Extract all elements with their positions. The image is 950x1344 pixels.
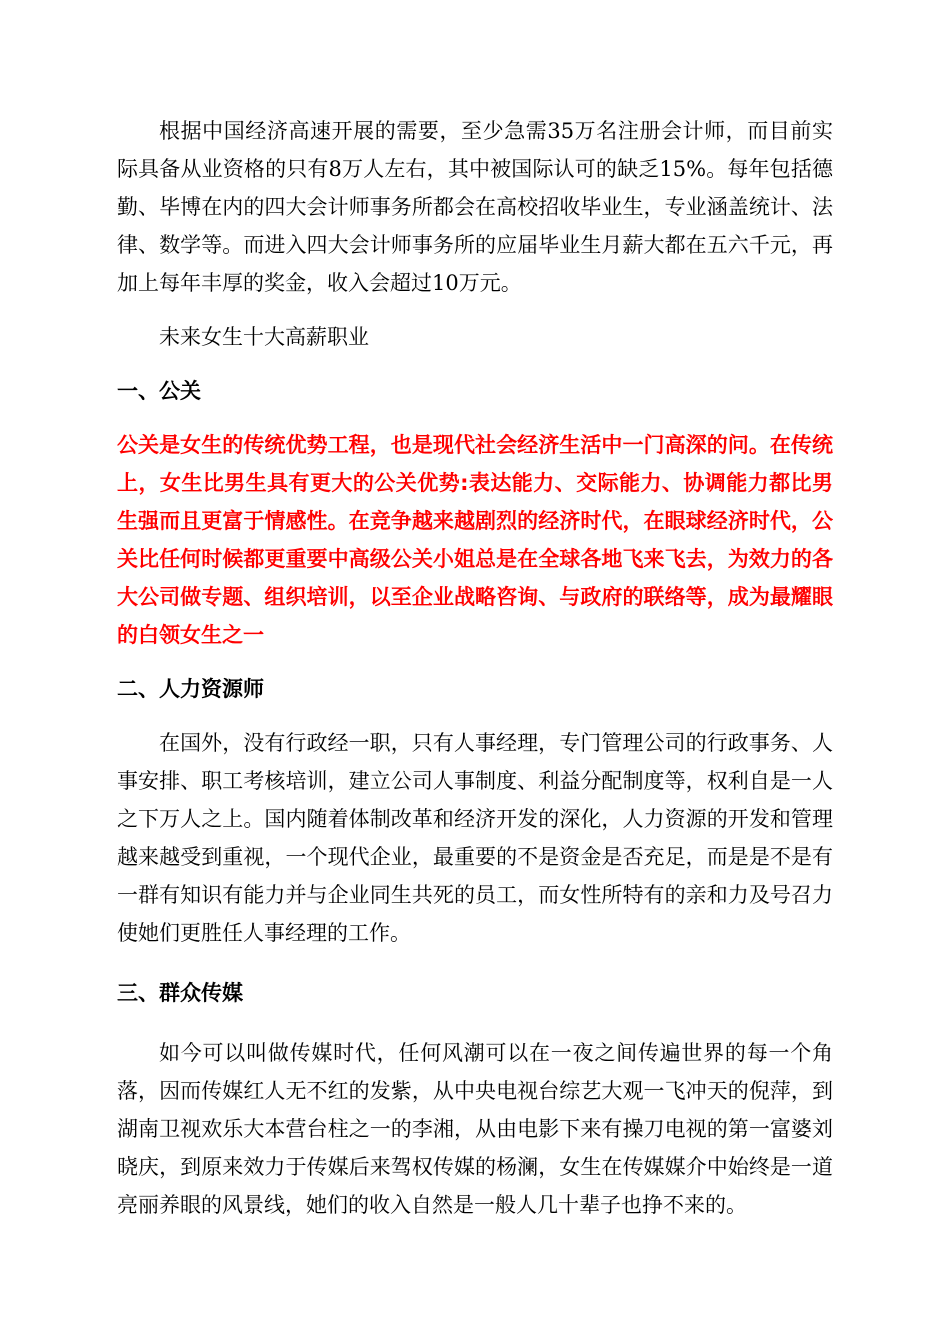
document-subtitle: 未来女生十大高薪职业	[159, 325, 369, 349]
document-body	[117, 112, 833, 1224]
section-heading-media: 三、群众传媒	[117, 981, 243, 1005]
intro-paragraph: 根据中国经济高速开展的需要，至少急需35万名注册会计师，而目前实际具备从业资格的只有8万人左右，其中被国际认可的缺乏15%。每年包括德勤、毕博在内的四大会计师事务所都会在高校招收毕业生，专业涵盖统计、法律、数学等。而进入四大会计师事务所的应届毕业生月薪大都在五六千元，再加上每年丰厚的奖金，收入会超过10万元。	[117, 119, 833, 295]
section-heading-hr: 二、人力资源师	[117, 677, 264, 701]
section-heading-pr: 一、公关	[117, 379, 201, 403]
section-body-pr: 公关是女生的传统优势工程，也是现代社会经济生活中一门高深的问。在传统上，女生比男生具有更大的公关优势:表达能力、交际能力、协调能力都比男生强而且更富于情感性。在竞争越来越剧烈的经济时代，在眼球经济时代，公关比任何时候都更重要中高级公关小姐总是在全球各地飞来飞去，为效力的各大公司做专题、组织培训，以至企业战略咨询、与政府的联络等，成为最耀眼的白领女生之一	[117, 433, 833, 647]
section-body-media: 如今可以叫做传媒时代，任何风潮可以在一夜之间传遍世界的每一个角落，因而传媒红人无不红的发紫，从中央电视台综艺大观一飞冲天的倪萍，到湖南卫视欢乐大本营台柱之一的李湘，从由电影下来有操刀电视的第一富婆刘晓庆，到原来效力于传媒后来驾权传媒的杨澜，女生在传媒媒介中始终是一道亮丽养眼的风景线，她们的收入自然是一般人几十辈子也挣不来的。	[117, 1041, 833, 1217]
section-body-hr: 在国外，没有行政经一职，只有人事经理，专门管理公司的行政事务、人事安排、职工考核培训，建立公司人事制度、利益分配制度等，权利自是一人之下万人之上。国内随着体制改革和经济开发的深化，人力资源的开发和管理越来越受到重视，一个现代企业，最重要的不是资金是否充足，而是是不是有一群有知识有能力并与企业同生共死的员工，而女性所特有的亲和力及号召力使她们更胜任人事经理的工作。	[117, 731, 833, 945]
